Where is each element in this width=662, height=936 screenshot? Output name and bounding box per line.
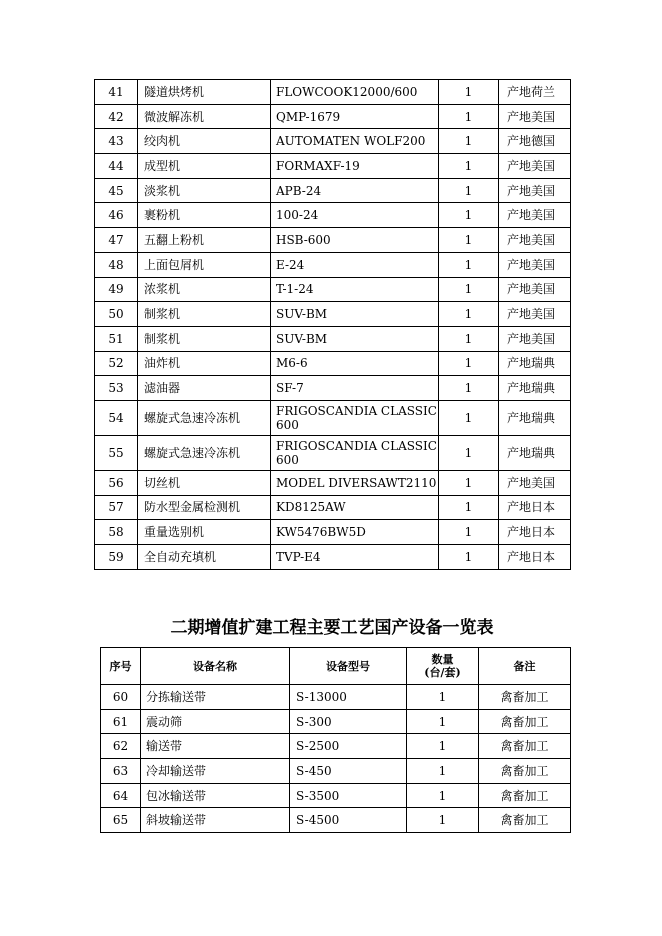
equipment-origin: 产地荷兰 <box>499 80 571 105</box>
equipment-origin: 产地瑞典 <box>499 351 571 376</box>
equipment-name: 重量选别机 <box>138 520 271 545</box>
imported-equipment-table <box>94 79 571 570</box>
equipment-model <box>271 129 439 154</box>
row-number: 56 <box>95 470 138 495</box>
equipment-model-line2: 600 <box>276 417 299 432</box>
row-number: 55 <box>95 435 138 470</box>
equipment-model-line1: 100-24 <box>276 208 319 223</box>
row-number: 58 <box>95 520 138 545</box>
equipment-note: 禽畜加工 <box>479 759 571 784</box>
equipment-quantity: 1 <box>439 203 499 228</box>
equipment-model-line1: KD8125AW <box>276 500 346 515</box>
equipment-origin: 产地美国 <box>499 470 571 495</box>
equipment-quantity: 1 <box>407 808 479 833</box>
equipment-model-line1: HSB-600 <box>276 232 331 247</box>
equipment-model: S-2500 <box>290 734 407 759</box>
equipment-origin: 产地美国 <box>499 302 571 327</box>
equipment-quantity: 1 <box>439 277 499 302</box>
equipment-model <box>271 435 439 470</box>
equipment-quantity: 1 <box>407 709 479 734</box>
equipment-name: 输送带 <box>141 734 290 759</box>
equipment-name: 螺旋式急速冷冻机 <box>138 435 271 470</box>
equipment-model: S-4500 <box>290 808 407 833</box>
equipment-model-line1: SUV-BM <box>276 331 328 346</box>
equipment-name: 成型机 <box>138 154 271 179</box>
equipment-quantity: 1 <box>439 252 499 277</box>
row-number: 44 <box>95 154 138 179</box>
equipment-model-line1: SUV-BM <box>276 307 328 322</box>
row-number: 54 <box>95 400 138 435</box>
equipment-model-line1: AUTOMATEN WOLF200 <box>276 134 426 149</box>
table-row <box>101 685 571 710</box>
equipment-model <box>271 400 439 435</box>
equipment-name: 滤油器 <box>138 376 271 401</box>
equipment-model <box>271 178 439 203</box>
equipment-origin: 产地美国 <box>499 104 571 129</box>
row-number: 61 <box>101 709 141 734</box>
equipment-name: 螺旋式急速冷冻机 <box>138 400 271 435</box>
equipment-origin: 产地美国 <box>499 178 571 203</box>
equipment-origin: 产地美国 <box>499 326 571 351</box>
row-number: 65 <box>101 808 141 833</box>
equipment-name: 震动筛 <box>141 709 290 734</box>
header-qty-line2: (台/套) <box>424 666 461 679</box>
equipment-origin: 产地美国 <box>499 277 571 302</box>
equipment-quantity: 1 <box>407 759 479 784</box>
equipment-name: 分拣输送带 <box>141 685 290 710</box>
equipment-model-line1: TVP-E4 <box>276 549 321 564</box>
equipment-model-line1: FRIGOSCANDIA CLASSIC <box>276 438 437 453</box>
table-header-row <box>101 648 571 685</box>
equipment-name: 五翻上粉机 <box>138 228 271 253</box>
equipment-model-line1: FORMAXF-19 <box>276 158 360 173</box>
equipment-quantity: 1 <box>439 376 499 401</box>
header-name: 设备名称 <box>141 648 290 685</box>
equipment-quantity: 1 <box>439 495 499 520</box>
table-row <box>101 759 571 784</box>
table-row <box>101 734 571 759</box>
equipment-model <box>271 545 439 570</box>
equipment-model-line1: FRIGOSCANDIA CLASSIC <box>276 403 437 418</box>
equipment-name: 防水型金属检测机 <box>138 495 271 520</box>
equipment-model: S-300 <box>290 709 407 734</box>
equipment-model-line1: M6-6 <box>276 356 308 371</box>
header-qty <box>407 648 479 685</box>
equipment-model: S-450 <box>290 759 407 784</box>
equipment-quantity: 1 <box>439 228 499 253</box>
equipment-model <box>271 154 439 179</box>
equipment-quantity: 1 <box>439 129 499 154</box>
equipment-quantity: 1 <box>439 154 499 179</box>
equipment-name: 制浆机 <box>138 302 271 327</box>
equipment-name: 冷却输送带 <box>141 759 290 784</box>
row-number: 45 <box>95 178 138 203</box>
equipment-quantity: 1 <box>439 302 499 327</box>
table-row <box>95 302 571 327</box>
equipment-model-line1: SF-7 <box>276 381 304 396</box>
equipment-model-line1: KW5476BW5D <box>276 525 366 540</box>
row-number: 62 <box>101 734 141 759</box>
row-number: 42 <box>95 104 138 129</box>
row-number: 60 <box>101 685 141 710</box>
table-row <box>95 495 571 520</box>
equipment-origin: 产地德国 <box>499 129 571 154</box>
table-row <box>95 520 571 545</box>
row-number: 53 <box>95 376 138 401</box>
equipment-model <box>271 80 439 105</box>
equipment-quantity: 1 <box>439 470 499 495</box>
equipment-quantity: 1 <box>439 400 499 435</box>
equipment-quantity: 1 <box>439 520 499 545</box>
equipment-quantity: 1 <box>439 326 499 351</box>
header-model: 设备型号 <box>290 648 407 685</box>
equipment-model <box>271 495 439 520</box>
row-number: 41 <box>95 80 138 105</box>
equipment-name: 斜坡输送带 <box>141 808 290 833</box>
header-no: 序号 <box>101 648 141 685</box>
table-row <box>101 783 571 808</box>
equipment-model-line1: APB-24 <box>276 183 322 198</box>
domestic-equipment-table <box>100 647 571 833</box>
equipment-model <box>271 351 439 376</box>
table-row <box>95 400 571 435</box>
equipment-name: 淡浆机 <box>138 178 271 203</box>
equipment-quantity: 1 <box>439 80 499 105</box>
equipment-origin: 产地日本 <box>499 545 571 570</box>
equipment-quantity: 1 <box>439 435 499 470</box>
table-row <box>95 178 571 203</box>
equipment-name: 上面包屑机 <box>138 252 271 277</box>
equipment-note: 禽畜加工 <box>479 808 571 833</box>
table-row <box>95 351 571 376</box>
table-row <box>101 808 571 833</box>
equipment-name: 微波解冻机 <box>138 104 271 129</box>
equipment-model-line1: FLOWCOOK12000/600 <box>276 84 418 99</box>
table-row <box>95 252 571 277</box>
table-row <box>95 435 571 470</box>
equipment-origin: 产地瑞典 <box>499 376 571 401</box>
table-row <box>95 470 571 495</box>
equipment-name: 切丝机 <box>138 470 271 495</box>
equipment-model-line1: MODEL DIVERSAWT2110 <box>276 475 437 490</box>
domestic-equipment-table-title: 二期增值扩建工程主要工艺国产设备一览表 <box>170 618 494 638</box>
equipment-model <box>271 470 439 495</box>
equipment-note: 禽畜加工 <box>479 709 571 734</box>
table-row <box>95 228 571 253</box>
equipment-model <box>271 203 439 228</box>
table-row <box>95 129 571 154</box>
equipment-model <box>271 520 439 545</box>
equipment-model <box>271 104 439 129</box>
equipment-model: S-13000 <box>290 685 407 710</box>
table-row <box>95 545 571 570</box>
equipment-quantity: 1 <box>439 351 499 376</box>
equipment-model-line2: 600 <box>276 452 299 467</box>
equipment-note: 禽畜加工 <box>479 734 571 759</box>
equipment-name: 全自动充填机 <box>138 545 271 570</box>
row-number: 57 <box>95 495 138 520</box>
equipment-quantity: 1 <box>407 783 479 808</box>
row-number: 50 <box>95 302 138 327</box>
row-number: 52 <box>95 351 138 376</box>
equipment-origin: 产地美国 <box>499 203 571 228</box>
equipment-name: 油炸机 <box>138 351 271 376</box>
equipment-model-line1: T-1-24 <box>276 282 314 297</box>
table-row <box>95 80 571 105</box>
row-number: 63 <box>101 759 141 784</box>
equipment-note: 禽畜加工 <box>479 685 571 710</box>
row-number: 48 <box>95 252 138 277</box>
equipment-model: S-3500 <box>290 783 407 808</box>
equipment-origin: 产地日本 <box>499 520 571 545</box>
table-row <box>95 104 571 129</box>
equipment-quantity: 1 <box>439 545 499 570</box>
table-row <box>95 277 571 302</box>
table-row <box>101 709 571 734</box>
equipment-origin: 产地美国 <box>499 252 571 277</box>
equipment-origin: 产地日本 <box>499 495 571 520</box>
row-number: 47 <box>95 228 138 253</box>
row-number: 64 <box>101 783 141 808</box>
equipment-model <box>271 252 439 277</box>
row-number: 51 <box>95 326 138 351</box>
row-number: 49 <box>95 277 138 302</box>
table-row <box>95 154 571 179</box>
equipment-model <box>271 228 439 253</box>
equipment-model-line1: E-24 <box>276 257 305 272</box>
equipment-name: 裹粉机 <box>138 203 271 228</box>
equipment-quantity: 1 <box>407 685 479 710</box>
equipment-origin: 产地美国 <box>499 154 571 179</box>
table-row <box>95 326 571 351</box>
equipment-name: 绞肉机 <box>138 129 271 154</box>
table-row <box>95 203 571 228</box>
equipment-quantity: 1 <box>407 734 479 759</box>
equipment-model <box>271 376 439 401</box>
equipment-name: 隧道烘烤机 <box>138 80 271 105</box>
row-number: 43 <box>95 129 138 154</box>
row-number: 59 <box>95 545 138 570</box>
equipment-origin: 产地瑞典 <box>499 435 571 470</box>
equipment-name: 制浆机 <box>138 326 271 351</box>
header-note: 备注 <box>479 648 571 685</box>
equipment-note: 禽畜加工 <box>479 783 571 808</box>
row-number: 46 <box>95 203 138 228</box>
equipment-name: 浓浆机 <box>138 277 271 302</box>
equipment-origin: 产地瑞典 <box>499 400 571 435</box>
equipment-model <box>271 326 439 351</box>
table-row <box>95 376 571 401</box>
equipment-model-line1: QMP-1679 <box>276 109 341 124</box>
equipment-model <box>271 277 439 302</box>
header-qty-line1: 数量 <box>431 653 454 666</box>
equipment-origin: 产地美国 <box>499 228 571 253</box>
equipment-quantity: 1 <box>439 178 499 203</box>
equipment-model <box>271 302 439 327</box>
equipment-quantity: 1 <box>439 104 499 129</box>
equipment-name: 包冰输送带 <box>141 783 290 808</box>
